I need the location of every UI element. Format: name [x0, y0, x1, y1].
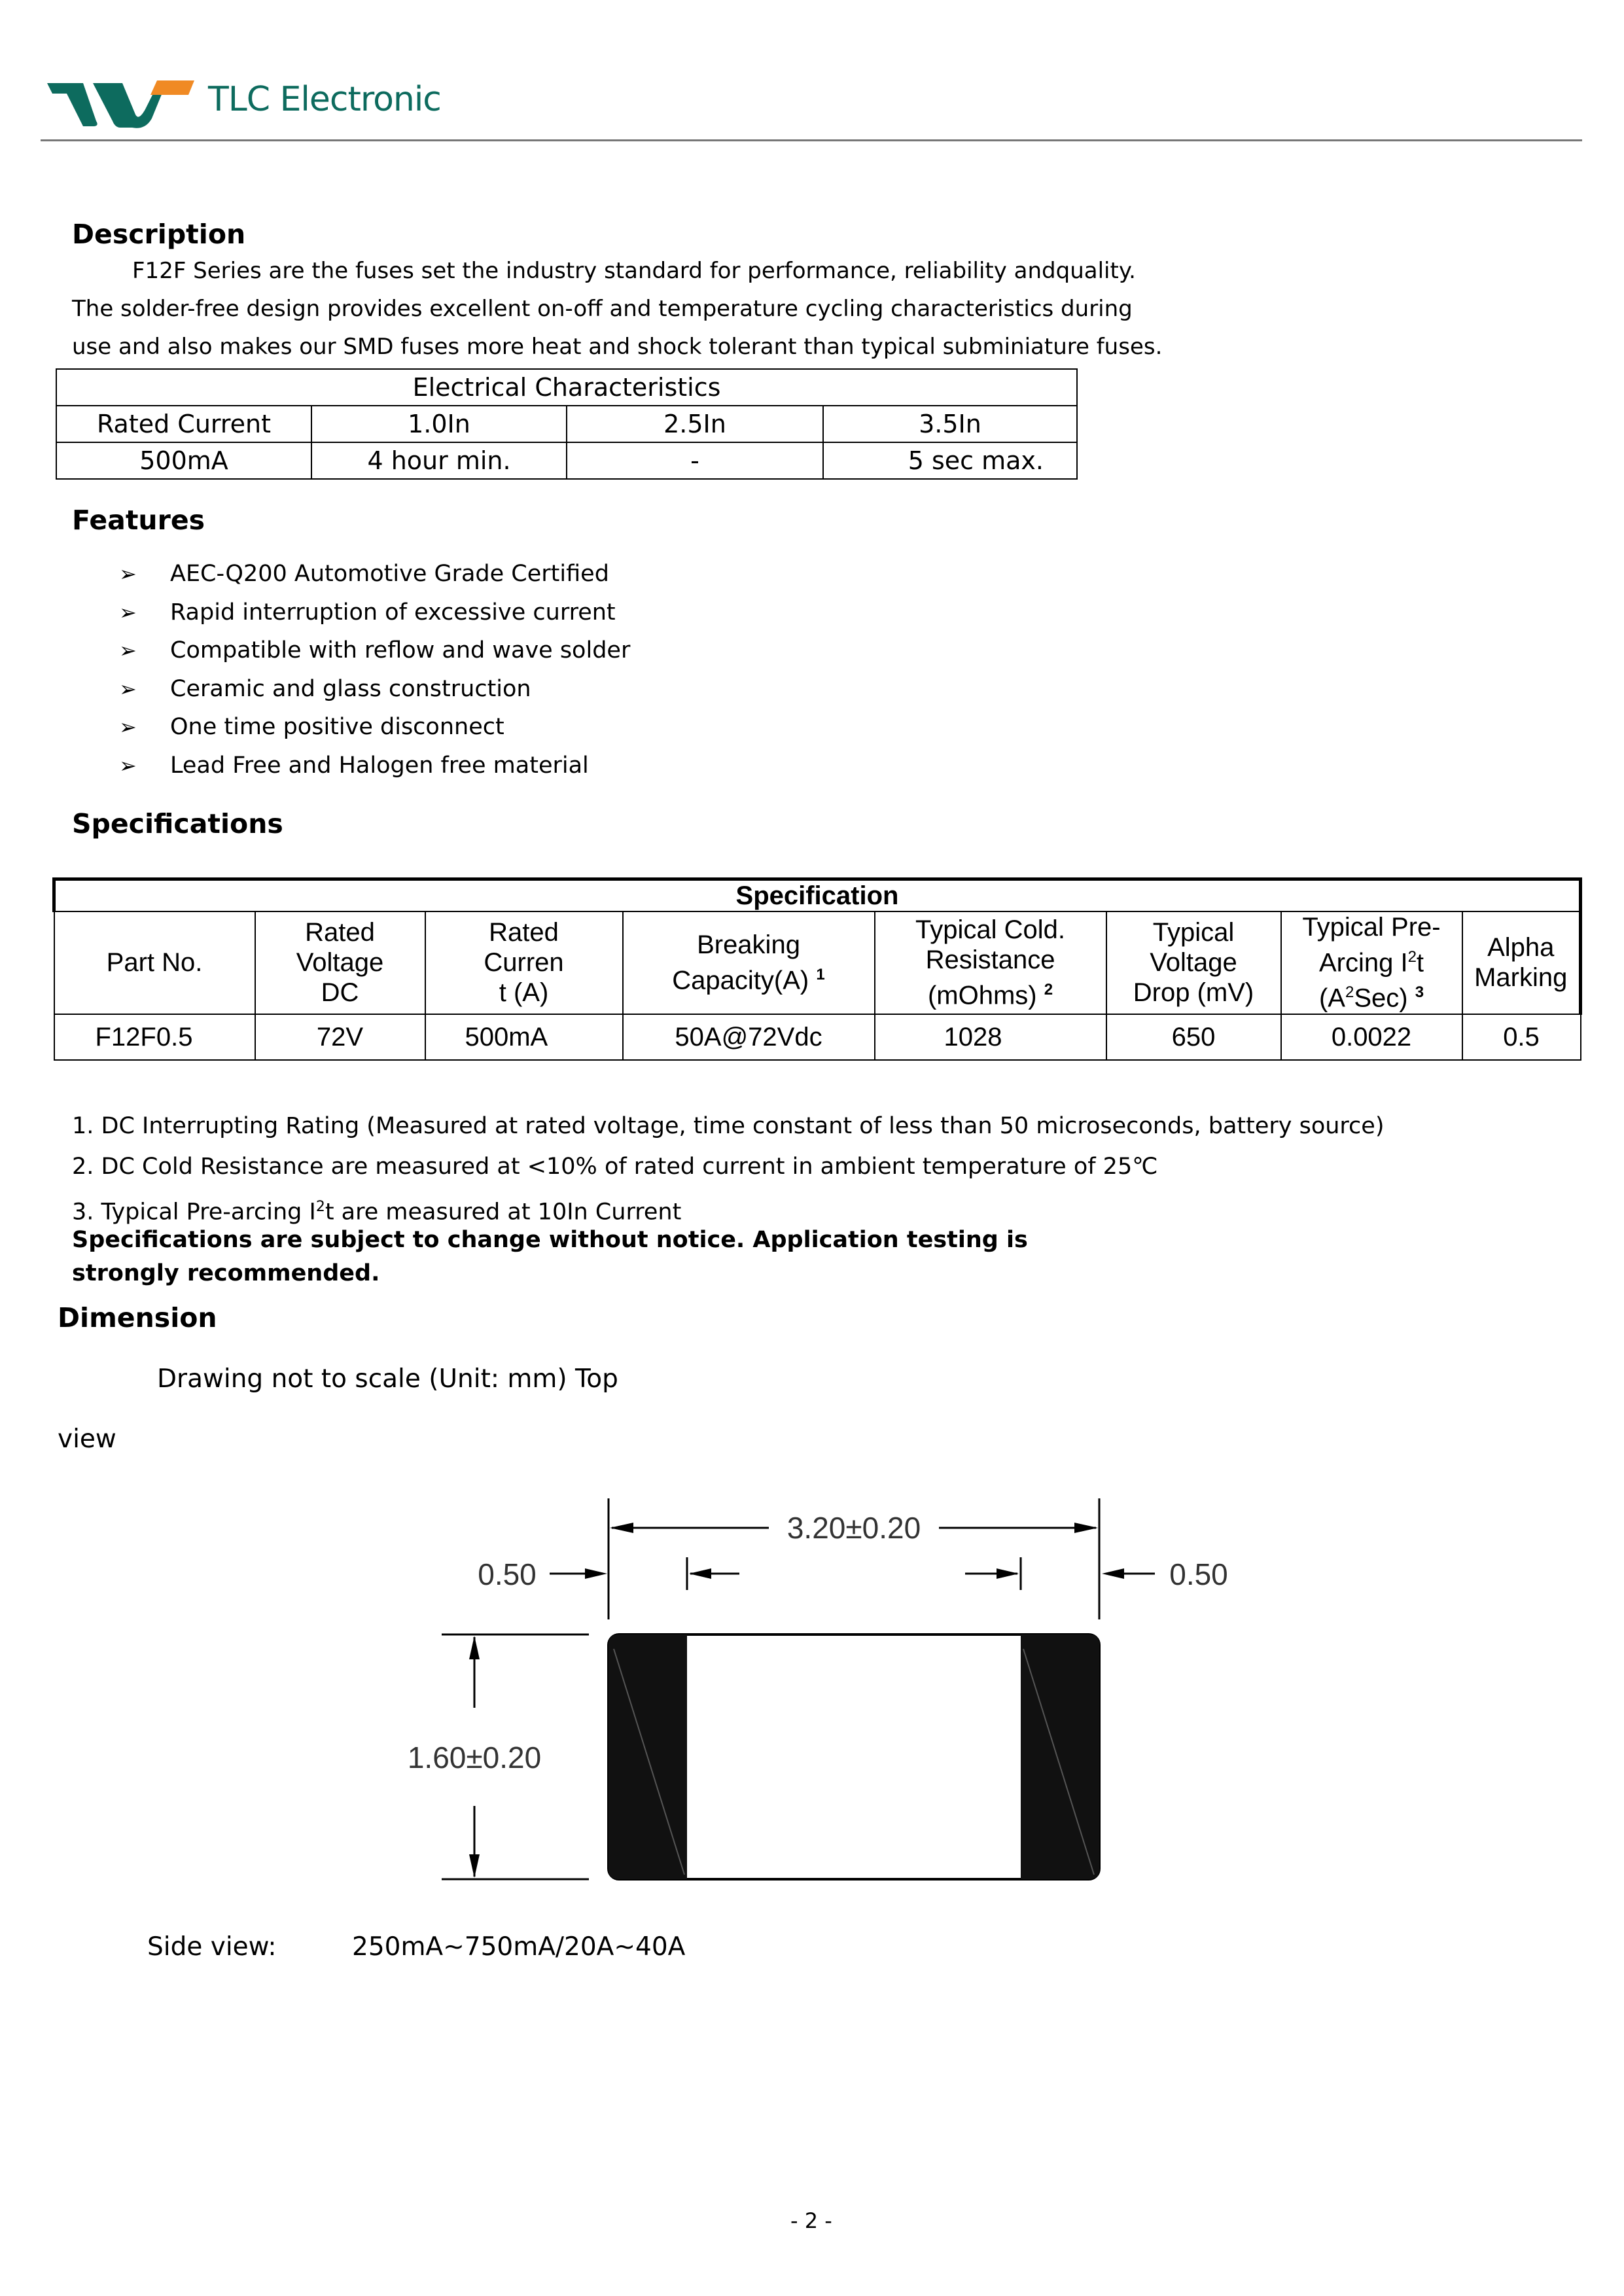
header-text: Drop (mV): [1133, 978, 1254, 1008]
description-line-2: The solder-free design provides excellent on-off and temperature cycling characteristics during: [72, 296, 1133, 322]
superscript: 2: [1345, 983, 1354, 1002]
arrow-bullet-icon: ➢: [119, 599, 137, 625]
page-number: - 2 -: [790, 2208, 832, 2233]
height-label: 1.60±0.20: [407, 1740, 542, 1775]
feature-text: Lead Free and Halogen free material: [170, 752, 589, 779]
header-text: Part No.: [106, 948, 203, 978]
specifications-heading: Specifications: [72, 808, 283, 839]
spec-cell: 72V: [255, 1014, 425, 1060]
superscript: 2: [1407, 948, 1417, 966]
superscript: 2: [315, 1199, 325, 1215]
fuse-dimension-drawing: [366, 1485, 1282, 1904]
list-item: [119, 631, 630, 670]
arrow-bullet-icon: ➢: [119, 752, 137, 778]
electrical-value-cell: 4 hour min.: [311, 442, 567, 479]
electrical-header-cell: 2.5In: [567, 406, 823, 442]
arrow-left-icon: [689, 1568, 711, 1579]
description-line-1: F12F Series are the fuses set the industry standard for performance, reliability andquality.: [132, 258, 1136, 284]
arrow-left-icon: [1102, 1568, 1124, 1579]
spec-cell: 0.0022: [1281, 1014, 1462, 1060]
list-item: [119, 747, 630, 785]
electrical-value-cell: 5 sec max.: [823, 442, 1077, 479]
footnote-marker: 2: [1044, 981, 1053, 999]
spec-header-breaking: [623, 911, 875, 1014]
header-text: Marking: [1474, 963, 1568, 993]
spec-cell: 1028: [875, 1014, 1106, 1060]
header-text: Sec): [1354, 983, 1408, 1013]
spec-header-voltage-drop: [1106, 911, 1281, 1014]
footnote-marker: 3: [1415, 983, 1424, 1002]
electrical-header-cell: 3.5In: [823, 406, 1077, 442]
spec-header-current: [425, 911, 623, 1014]
header-text: Typical Cold.: [915, 915, 1065, 945]
electrical-characteristics-table: [56, 368, 1078, 480]
header-text: Capacity(A): [672, 966, 809, 995]
view-label: view: [58, 1424, 116, 1454]
spec-cell: F12F0.5: [54, 1014, 255, 1060]
spec-cell: 500mA: [425, 1014, 623, 1060]
header-text: (mOhms): [927, 981, 1037, 1010]
header-text: Breaking: [697, 930, 800, 960]
footnote-1: 1. DC Interrupting Rating (Measured at rated voltage, time constant of less than 50 microseconds, battery source): [72, 1113, 1385, 1139]
spec-cell: 0.5: [1462, 1014, 1581, 1060]
electrical-value-cell: -: [567, 442, 823, 479]
description-line-3: use and also makes our SMD fuses more heat and shock tolerant than typical subminiature fuses.: [72, 334, 1163, 360]
right-end-cap: [1021, 1634, 1099, 1879]
footnotes: [72, 1106, 1384, 1233]
description-heading: Description: [72, 219, 246, 250]
arrow-up-icon: [469, 1636, 480, 1659]
electrical-value-cell: 500mA: [56, 442, 311, 479]
side-view-label: Side view:: [147, 1932, 277, 1962]
left-cap-label: 0.50: [478, 1557, 537, 1591]
header-text: Typical Pre-: [1302, 913, 1441, 942]
feature-text: One time positive disconnect: [170, 714, 504, 741]
features-heading: Features: [72, 504, 205, 536]
arrow-bullet-icon: ➢: [119, 638, 137, 663]
arrow-right-icon: [1074, 1523, 1098, 1533]
length-label: 3.20±0.20: [786, 1511, 921, 1545]
header-text: Arcing I: [1318, 948, 1408, 978]
header-text: Rated: [305, 918, 375, 947]
feature-text: Ceramic and glass construction: [170, 675, 531, 702]
specification-table-title: Specification: [54, 879, 1581, 912]
list-item: [119, 670, 630, 709]
table-row: [54, 1014, 1581, 1060]
footnote-3-text: 3. Typical Pre-arcing I: [72, 1199, 316, 1226]
arrow-right-icon: [997, 1568, 1019, 1579]
disclaimer: Specifications are subject to change without notice. Application testing is strongly recommended.: [72, 1227, 1028, 1286]
feature-text: Compatible with reflow and wave solder: [170, 637, 631, 664]
feature-text: Rapid interruption of excessive current: [170, 599, 616, 626]
drawing-note: Drawing not to scale (Unit: mm) Top: [157, 1364, 618, 1394]
spec-header-alpha: [1462, 911, 1581, 1014]
electrical-header-cell: Rated Current: [56, 406, 311, 442]
side-view-value: 250mA~750mA/20A~40A: [352, 1932, 686, 1962]
header-text: Alpha: [1487, 933, 1555, 963]
header-text: Voltage: [1150, 948, 1237, 978]
company-logo: [47, 75, 198, 134]
arrow-bullet-icon: ➢: [119, 676, 137, 701]
header-text: DC: [321, 978, 359, 1008]
brand-name: TLC Electronic: [208, 80, 441, 119]
footnote-3-text: t are measured at 10In Current: [325, 1199, 682, 1226]
spec-header-arcing: [1281, 911, 1462, 1014]
header-text: Rated: [489, 918, 559, 947]
header-text: t (A): [499, 978, 549, 1008]
features-list: [119, 555, 630, 785]
spec-header-part-no: [54, 911, 255, 1014]
arrow-bullet-icon: ➢: [119, 715, 137, 740]
header-text: Curren: [484, 948, 564, 978]
footnote-marker: 1: [816, 966, 825, 984]
header-text: (A: [1318, 983, 1345, 1013]
spec-header-voltage: [255, 911, 425, 1014]
footnote-2: 2. DC Cold Resistance are measured at <10% of rated current in ambient temperature of 25℃: [72, 1154, 1158, 1180]
specification-table: [52, 877, 1582, 1061]
header-text: Resistance: [925, 945, 1055, 975]
electrical-table-title: Electrical Characteristics: [56, 369, 1077, 406]
list-item: [119, 593, 630, 632]
header-rule: [41, 139, 1582, 141]
arrow-left-icon: [610, 1523, 633, 1533]
header-text: Typical: [1152, 918, 1235, 947]
arrow-bullet-icon: ➢: [119, 561, 137, 587]
list-item: [119, 708, 630, 747]
electrical-header-cell: 1.0In: [311, 406, 567, 442]
dimension-heading: Dimension: [58, 1302, 217, 1333]
arrow-right-icon: [585, 1568, 607, 1579]
spec-header-resistance: [875, 911, 1106, 1014]
list-item: [119, 555, 630, 593]
right-cap-label: 0.50: [1169, 1557, 1228, 1591]
header-text: Voltage: [296, 948, 384, 978]
header-text: t: [1416, 948, 1424, 978]
arrow-down-icon: [469, 1854, 480, 1878]
spec-cell: 50A@72Vdc: [623, 1014, 875, 1060]
spec-cell: 650: [1106, 1014, 1281, 1060]
feature-text: AEC-Q200 Automotive Grade Certified: [170, 561, 609, 588]
